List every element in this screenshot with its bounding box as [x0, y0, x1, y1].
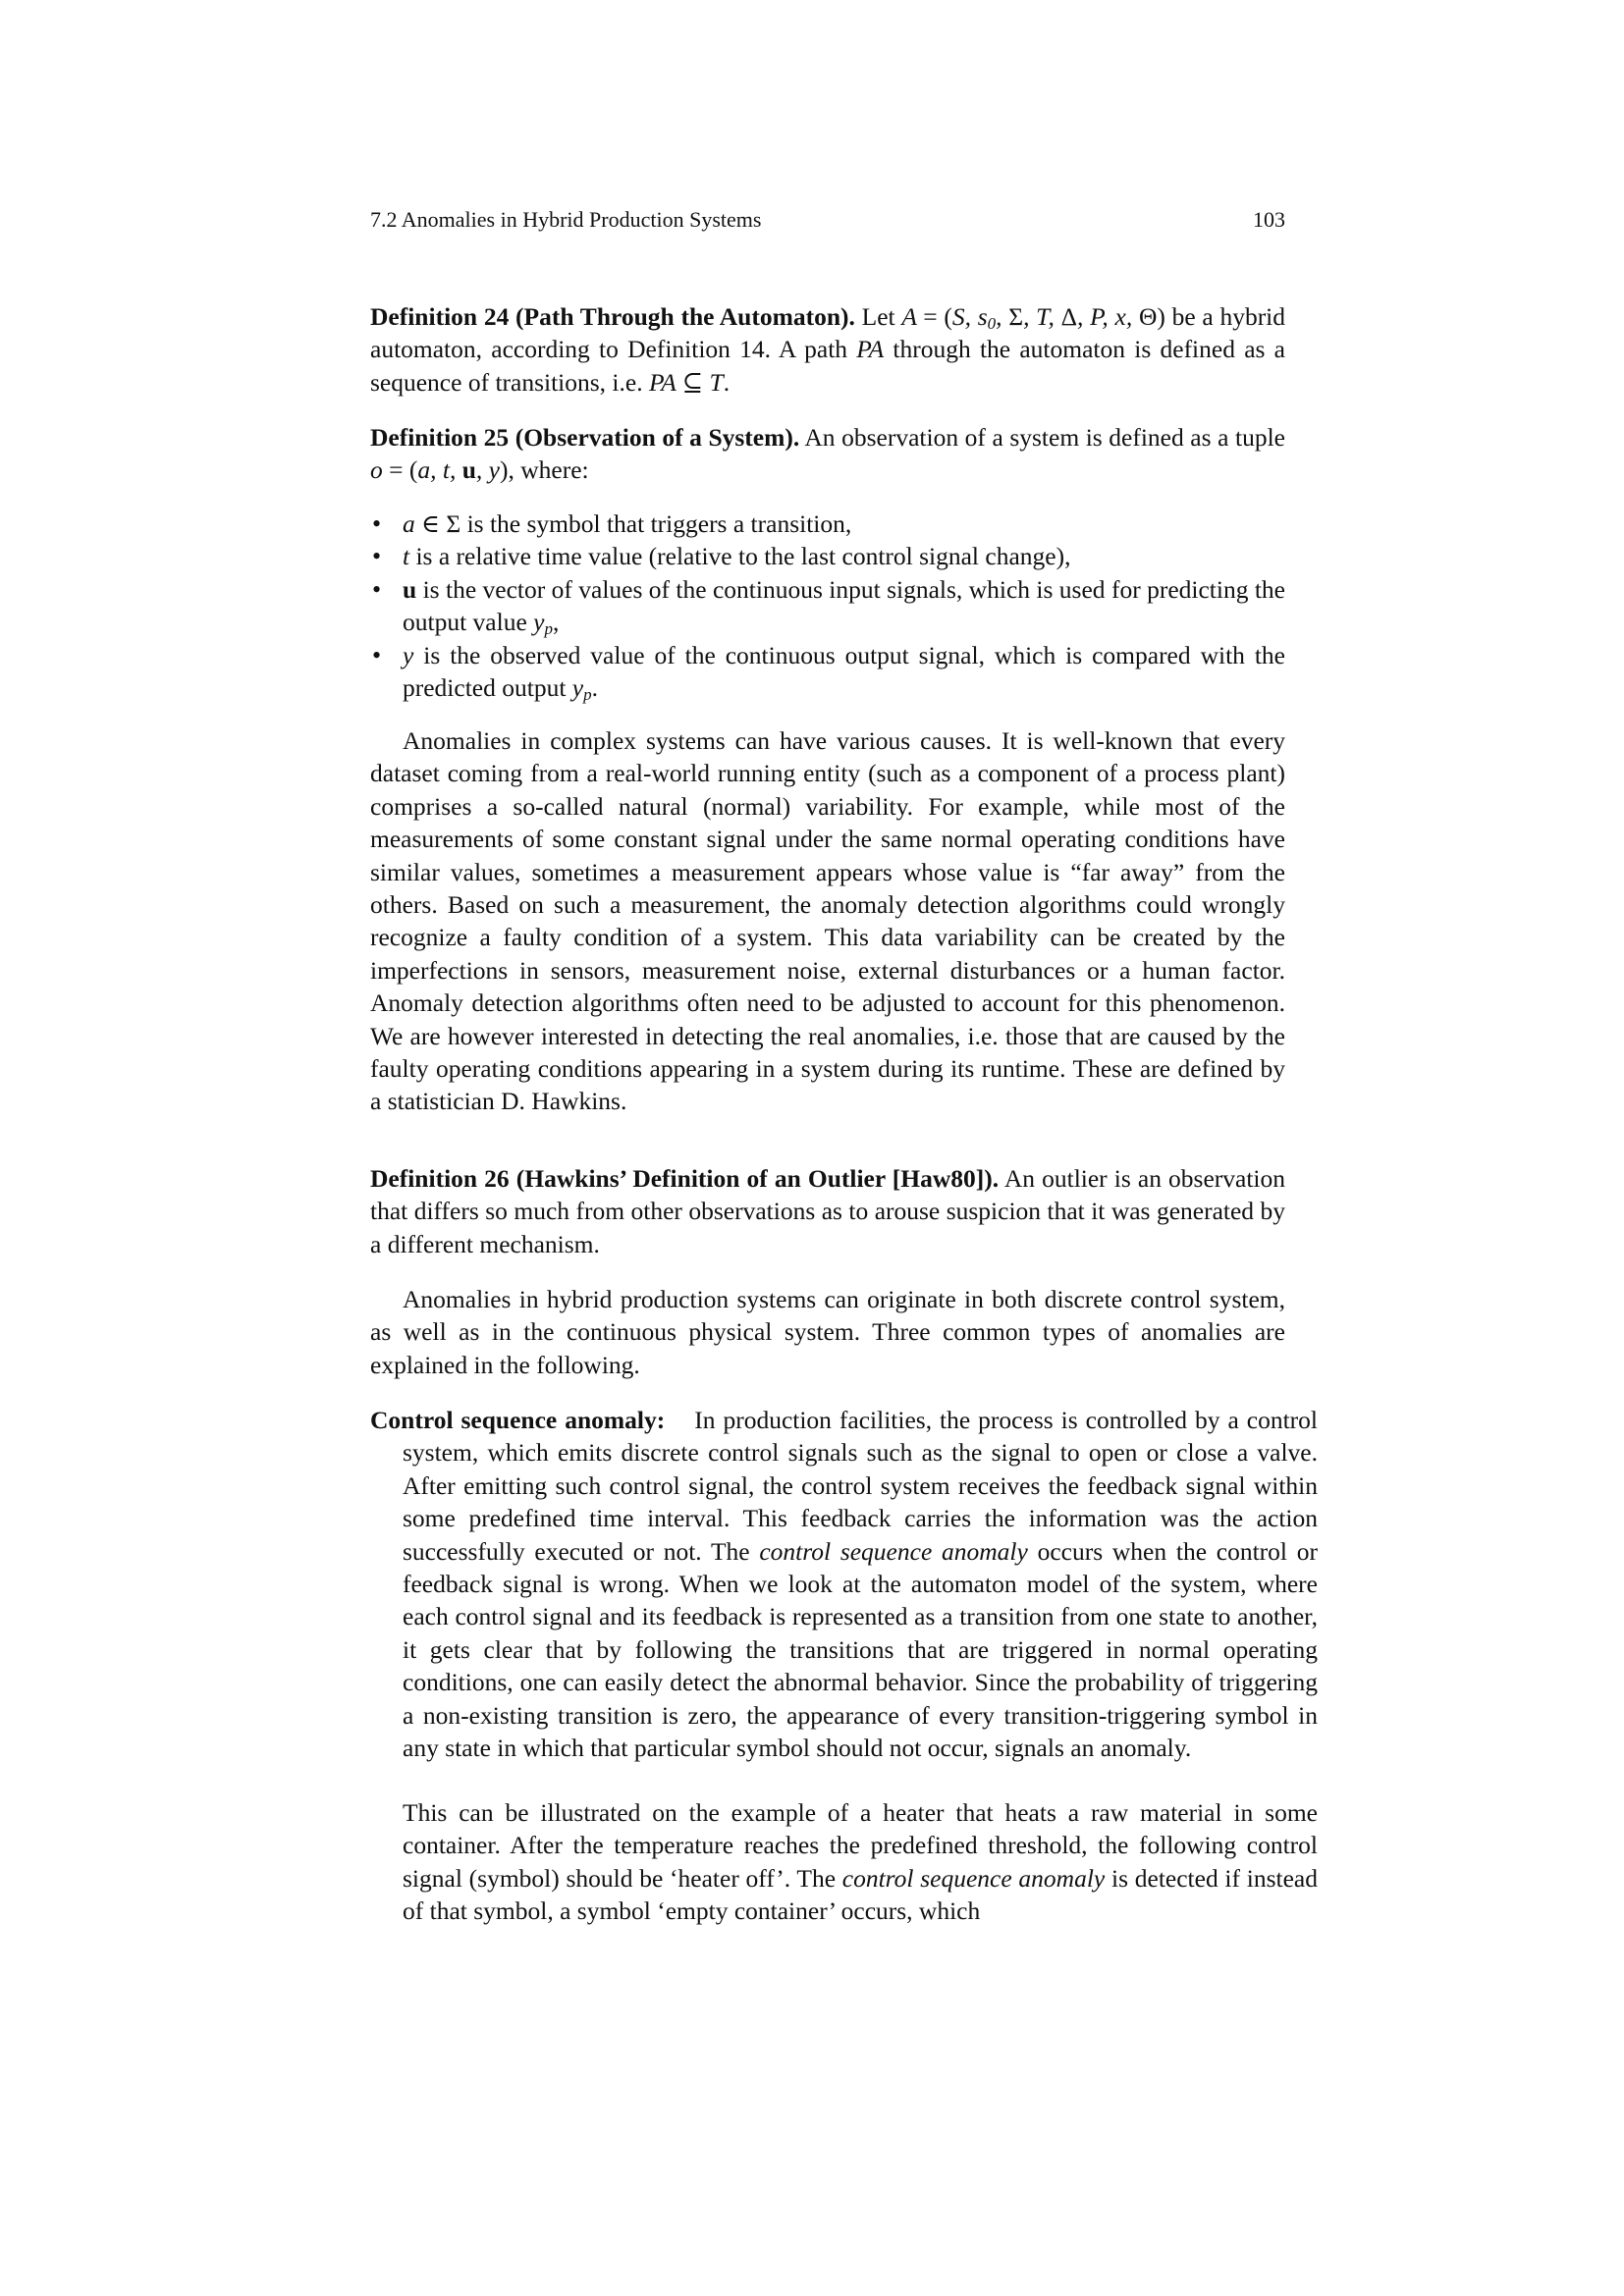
paragraph-anomaly-causes: Anomalies in complex systems can have various causes. It is well-known that every dataset coming from a real-world running entity (such as a component of a process plant) comprises a so-called natural (normal) variability. For example, while most of the measurements of some constant signal under the same normal operating conditions have similar values, sometimes a measurement appears whose value is “far away” from the others. Based on such a measurement, the anomaly detection algorithms could wrongly recognize a faulty condition of a system. This data variability can be created by the imperfections in sensors, measurement noise, external disturbances or a human factor. Anomaly detection algorithms often need to be adjusted to account for this phenomenon. We are however interested in detecting the real anomalies, i.e. those that are caused by the faulty operating conditions appearing in a system during its runtime. These are defined by a statistician D. Hawkins. [370, 726, 1285, 1116]
heater-example: This can be illustrated on the example of a heater that heats a raw material in some container. After the temperature reaches the predefined threshold, the following control signal (symbol) should be ‘heater off’. The control sequence anomaly is detected if instead of that symbol, a symbol ‘empty container’ occurs, which [403, 1798, 1318, 1926]
definition-26-title: Definition 26 (Hawkins’ Definition of an Outlier [Haw80]). [370, 1164, 1000, 1193]
definition-25-title: Definition 25 (Observation of a System). [370, 423, 800, 452]
section-title: 7.2 Anomalies in Hybrid Production Systems [370, 207, 762, 232]
list-item: • y is the observed value of the continuous output signal, which is compared with the predicted output $y_p$. [370, 639, 1285, 705]
list-item: • t is a relative time value (relative to the last control signal change), [370, 540, 1285, 572]
list-item: • u is the vector of values of the continuous input signals, which is used for predicting the output value $y_p$, [370, 573, 1285, 639]
page-number: 103 [1253, 207, 1285, 232]
definition-26: Definition 26 (Hawkins’ Definition of an Outlier [Haw80]). An outlier is an observation that differs so much from other observations as to arouse suspicion that it was generated by a different mechanism. [370, 1164, 1286, 1258]
math-automaton-tuple: A = (S, $s_0$, Σ, T, Δ, P, x, Θ) [901, 302, 1165, 333]
definition-24: Definition 24 (Path Through the Automaton). Let A = (S, $s_0$, Σ, T, Δ, P, x, Θ) be a hybrid automaton, according to Definition 14. A path PA through the automaton is defined as a sequence of transitions, i.e. PA ⊆ T. [370, 302, 1286, 397]
definition-24-title: Definition 24 (Path Through the Automaton). [370, 302, 855, 331]
definition-25: Definition 25 (Observation of a System). An observation of a system is defined as a tuple o = (a, t, u, y), where: [370, 423, 1285, 485]
list-item: • a ∈ Σ is the symbol that triggers a transition, [370, 507, 1285, 540]
term-control-sequence-anomaly: Control sequence anomaly: [370, 1406, 666, 1434]
control-sequence-anomaly: Control sequence anomaly: In production facilities, the process is controlled by a control system, which emits discrete control signals such as the signal to open or close a valve. After emitting such control signal, the control system receives the feedback signal within some predefined time interval. This feedback carries the information was the action successfully executed or not. The control sequence anomaly occurs when the control or feedback signal is wrong. When we look at the automaton model of the system, where each control signal and its feedback is represented as a transition from one state to another, it gets clear that by following the transitions that are triggered in normal operating conditions, one can easily detect the abnormal behavior. Since the probability of triggering a non-existing transition is zero, the appearance of every transition-triggering symbol in any state in which that particular symbol should not occur, signals an anomaly. [370, 1406, 1318, 1763]
paragraph-anomaly-types: Anomalies in hybrid production systems can originate in both discrete control system, as well as in the continuous physical system. Three common types of anomalies are explained in the following. [370, 1285, 1285, 1379]
observation-bullet-list [370, 507, 1285, 704]
